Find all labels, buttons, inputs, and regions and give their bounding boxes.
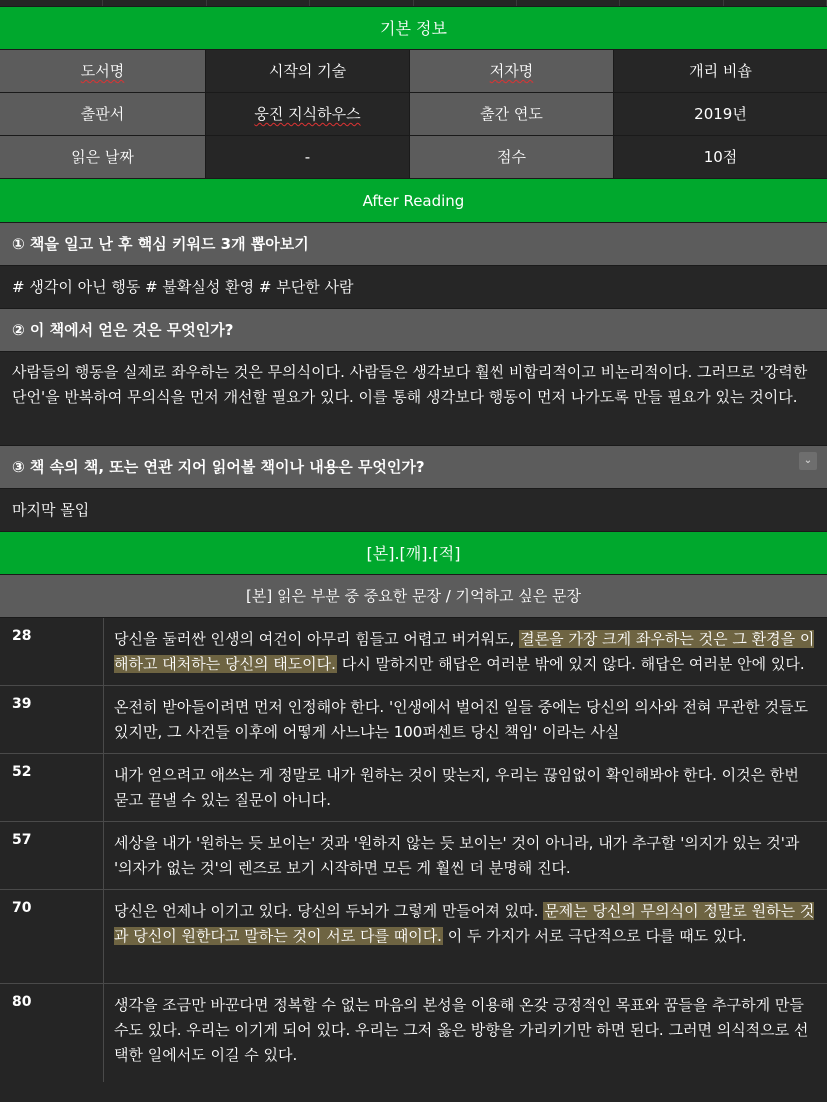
info-row-date (0, 136, 827, 179)
quote-text-plain: 다시 말하지만 해답은 여러분 밖에 있지 않다. 해답은 여러분 안에 있다. (336, 655, 805, 673)
table-top-edge (0, 0, 827, 7)
quote-page-number[interactable]: 52 (0, 754, 104, 821)
score-value[interactable]: 10점 (614, 136, 827, 178)
basic-info-header: 기본 정보 (0, 7, 827, 50)
book-title-label[interactable] (0, 50, 206, 92)
quote-text[interactable] (104, 618, 827, 685)
score-label[interactable]: 점수 (410, 136, 614, 178)
chevron-down-icon[interactable]: ⌄ (799, 452, 817, 470)
answer-related-books[interactable]: 마지막 몰입 (0, 489, 827, 532)
quote-text-plain: 당신을 둘러싼 인생의 여건이 아무리 힘들고 어렵고 버거워도, (114, 630, 520, 648)
author-value[interactable]: 개리 비숍 (614, 50, 827, 92)
question-takeaway[interactable]: ② 이 책에서 얻은 것은 무엇인가? (0, 309, 827, 352)
quote-text[interactable]: 생각을 조금만 바꾼다면 정복할 수 없는 마음의 본성을 이용해 온갖 긍정적인 목표와 꿈들을 추구하게 만들 수도 있다. 우리는 이기게 되어 있다. 우리는 그저 옳은 방향을 가리키기만 하면 된다. 그러면 의식적으로 선택한 일에서도 이길 수 있다. (114, 996, 809, 1064)
quote-row (0, 822, 827, 890)
answer-takeaway[interactable]: 사람들의 행동을 실제로 좌우하는 것은 무의식이다. 사람들은 생각보다 훨씬 비합리적이고 비논리적이다. 그러므로 '강력한 단언'을 반복하여 무의식을 먼저 개선할 필요가 있다. 이를 통해 생각보다 행동이 먼저 나가도록 만들 필요가 있는 것이다. (0, 352, 827, 446)
quote-row (0, 618, 827, 686)
question-related-books-text: ③ 책 속의 책, 또는 연관 지어 읽어볼 책이나 내용은 무엇인가? (12, 458, 425, 476)
answer-keywords[interactable]: # 생각이 아닌 행동 # 불확실성 환영 # 부단한 사람 (0, 266, 827, 309)
info-row-book (0, 50, 827, 93)
quote-page-number[interactable]: 80 (0, 984, 104, 1082)
quote-text[interactable]: 내가 얻으려고 애쓰는 게 정말로 내가 원하는 것이 맞는지, 우리는 끊임없이 확인해봐야 한다. 이것은 한번 묻고 끝낼 수 있는 질문이 아니다. (114, 766, 799, 809)
quote-page-number[interactable]: 28 (0, 618, 104, 685)
publisher-value[interactable] (206, 93, 410, 135)
quote-row (0, 686, 827, 754)
quote-page-number[interactable]: 70 (0, 890, 104, 983)
info-row-publisher (0, 93, 827, 136)
quote-text[interactable] (104, 890, 827, 983)
quote-highlight: 결론을 가장 크게 좌우하는 것은 그 환경을 이해하고 대처하는 당신의 태도이다. (114, 630, 815, 673)
question-keywords[interactable]: ① 책을 일고 난 후 핵심 키워드 3개 뽑아보기 (0, 223, 827, 266)
quote-text[interactable]: 세상을 내가 '원하는 듯 보이는' 것과 '원하지 않는 듯 보이는' 것이 아니라, 내가 추구할 '의지가 있는 것'과 '의자가 없는 것'의 렌즈로 보기 시작하면 모든 게 훨씬 더 분명해 진다. (114, 834, 800, 877)
quote-text-plain: 이 두 가지가 서로 극단적으로 다를 때도 있다. (442, 927, 747, 945)
quote-text-plain: 당신은 언제나 이기고 있다. 당신의 두뇌가 그렇게 만들어져 있따. (114, 902, 544, 920)
pub-year-label[interactable]: 출간 연도 (410, 93, 614, 135)
bon-kkae-jeok-header: [본].[깨].[적] (0, 532, 827, 575)
quote-row (0, 754, 827, 822)
publisher-value-text: 웅진 지식하우스 (254, 105, 361, 123)
author-label[interactable] (410, 50, 614, 92)
pub-year-value[interactable]: 2019년 (614, 93, 827, 135)
quote-page-number[interactable]: 57 (0, 822, 104, 889)
quote-page-number[interactable]: 39 (0, 686, 104, 753)
quote-highlight: 문제는 당신의 무의식이 정말로 원하는 것과 당신이 원한다고 말하는 것이 서로 다를 때이다. (114, 902, 815, 945)
after-reading-header: After Reading (0, 179, 827, 223)
quote-row (0, 890, 827, 984)
read-date-value[interactable]: - (206, 136, 410, 178)
bon-subheader: [본] 읽은 부분 중 중요한 문장 / 기억하고 싶은 문장 (0, 575, 827, 618)
question-related-books[interactable] (0, 446, 827, 489)
quote-row (0, 984, 827, 1082)
publisher-label[interactable]: 출판서 (0, 93, 206, 135)
quote-text[interactable]: 온전히 받아들이려면 먼저 인정해야 한다. '인생에서 벌어진 일들 중에는 당신의 의사와 전혀 무관한 것들도 있지만, 그 사건들 이후에 어떻게 사느냐는 100퍼센트 당신 책임' 이라는 사실 (114, 698, 808, 741)
author-label-text: 저자명 (489, 62, 534, 80)
read-date-label[interactable]: 읽은 날짜 (0, 136, 206, 178)
book-title-value[interactable]: 시작의 기술 (206, 50, 410, 92)
book-title-label-text: 도서명 (80, 62, 125, 80)
